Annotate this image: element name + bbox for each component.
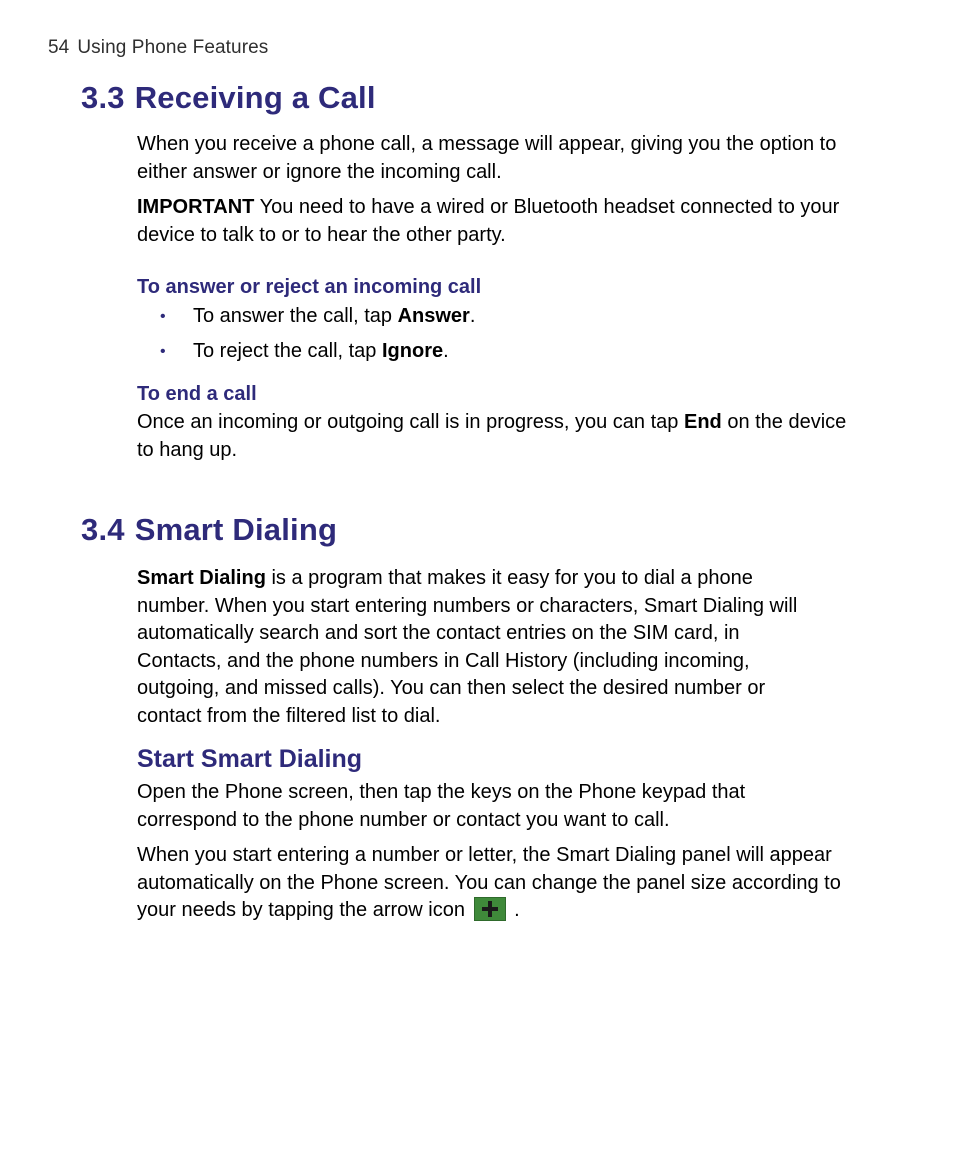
list-item: • To reject the call, tap Ignore.: [160, 338, 449, 365]
section-3-3-heading: [81, 80, 376, 116]
smart-dialing-intro: Smart Dialing is a program that makes it easy for you to dial a phone number. When you start entering numbers or characters, Smart Dialing will automatically search and sort the contact entries on the SIM card, in Contacts, and the phone numbers in Call History (including incoming, outgoing, and missed calls). You can then select the desired number or contact from the filtered list to dial.: [137, 567, 798, 727]
important-text: You need to have a wired or Bluetooth headset connected to your device to talk to or to hear the other party.: [137, 196, 840, 246]
section-number: 3.4: [81, 512, 125, 547]
intro-paragraph: When you receive a phone call, a message will appear, giving you the option to either answer or ignore the incoming call.: [137, 133, 837, 183]
start-paragraph-1: Open the Phone screen, then tap the keys on the Phone keypad that correspond to the phone number or contact you want to call.: [137, 781, 746, 831]
section-number: 3.3: [81, 80, 125, 115]
answer-keyword: Answer: [397, 305, 470, 327]
end-call-heading: To end a call: [137, 383, 257, 405]
bullet-icon: •: [160, 308, 166, 325]
ignore-keyword: Ignore: [381, 340, 444, 362]
running-header: [48, 37, 268, 59]
list-item: • To answer the call, tap Answer.: [160, 303, 475, 330]
section-title: Smart Dialing: [134, 512, 338, 547]
answer-reject-heading: To answer or reject an incoming call: [137, 276, 482, 298]
page-number: 54: [48, 37, 70, 58]
receiving-intro: [137, 131, 847, 186]
start-paragraph-2: When you start entering a number or letter, the Smart Dialing panel will appear automatically on the Phone screen. You can change the panel size according to your needs by tapping the arrow icon .: [137, 844, 841, 921]
important-note: [137, 194, 847, 249]
bullet-icon: •: [160, 343, 166, 360]
end-call-text: Once an incoming or outgoing call is in progress, you can tap End on the device to hang up.: [137, 411, 847, 461]
section-3-4-heading: [81, 512, 337, 548]
plus-icon: [474, 897, 506, 921]
section-title: Receiving a Call: [134, 80, 376, 115]
smart-dialing-keyword: Smart Dialing: [137, 567, 266, 589]
end-keyword: End: [683, 411, 722, 433]
chapter-title: Using Phone Features: [77, 37, 269, 58]
important-label: IMPORTANT: [137, 196, 255, 218]
start-smart-dialing-heading: Start Smart Dialing: [137, 745, 363, 773]
